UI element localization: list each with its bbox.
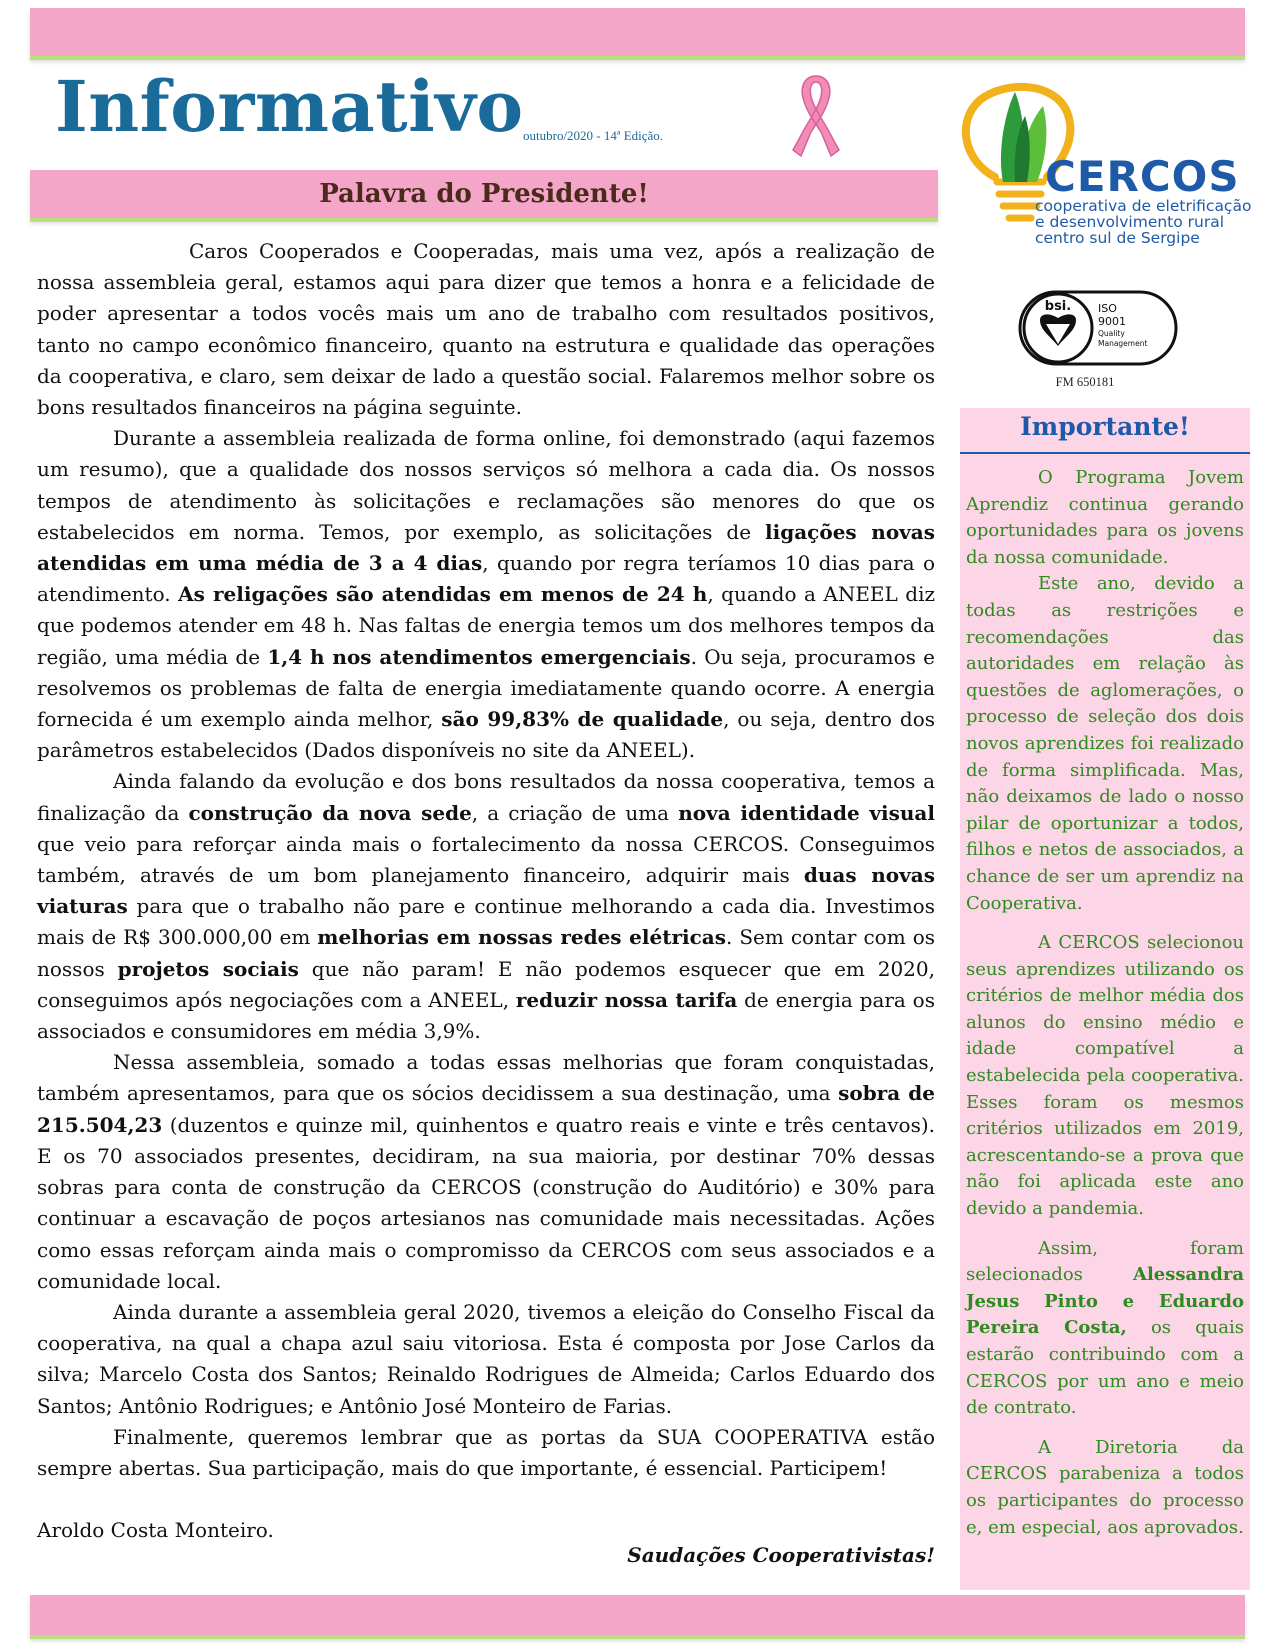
logo-name: CERCOS — [1045, 152, 1240, 201]
sidebar-divider — [960, 452, 1250, 454]
article-paragraph: Ainda durante a assembleia geral 2020, tivemos a eleição do Conselho Fiscal da cooperativa, na qual a chapa azul saiu vitoriosa. Esta é composta por Jose Carlos da silva; Marcelo Costa dos Santos; Reinaldo Rodrigues de Almeida; Carlos Eduardo dos Santos; Antônio Rodrigues; e Antônio José Monteiro de Farias. — [37, 1299, 935, 1418]
sidebar-paragraph: O Programa Jovem Aprendiz continua gerando oportunidades para os jovens da nossa comunidade. — [966, 467, 1244, 568]
section-header — [30, 170, 938, 218]
article-paragraph: Finalmente, queremos lembrar que as portas da SUA COOPERATIVA estão sempre abertas. Sua participação, mais do que importante, é essencial. Participem! — [37, 1424, 935, 1480]
bottom-decorative-bar — [30, 1595, 1245, 1635]
sidebar-title: Importante! — [1020, 412, 1190, 441]
logo-subtitle-line: cooperativa de eletrificação — [1035, 197, 1252, 215]
section-title: Palavra do Presidente! — [319, 179, 649, 209]
article-paragraph: Caros Cooperados e Cooperadas, mais uma vez, após a realização de nossa assembleia geral, estamos aqui para dizer que temos a honra e a felicidade de poder apresentar a todos vocês mais um ano de trabalho com resultados positivos, tanto no campo econômico financeiro, quanto na estrutura e qualidade das operações da cooperativa, e claro, sem deixar de lado a questão social. Falaremos melhor sobre os bons resultados financeiros na página seguinte. — [37, 239, 935, 420]
logo-subtitle-line: centro sul de Sergipe — [1035, 229, 1200, 247]
iso-quality-text: Quality — [1098, 329, 1125, 338]
iso-text: ISO — [1098, 302, 1117, 315]
logo-subtitle-line: e desenvolvimento rural — [1035, 213, 1225, 231]
edition-label: outubro/2020 - 14ª Edição. — [523, 128, 664, 143]
article-paragraph: Ainda falando da evolução e dos bons resultados da nossa cooperativa, temos a finalização da construção da nova sede, a criação de uma nova identidade visual que veio para reforçar ainda mais o fortalecimento da nossa CERCOS. Conseguimos também, através de um bom planejamento financeiro, adquirir mais duas novas viaturas para que o trabalho não pare e continue melhorando a cada dia. Investimos mais de R$ 300.000,00 em melhorias em nossas redes elétricas. Sem contar com os nossos projetos sociais que não param! E não podemos esquecer que em 2020, conseguimos após negociações com a ANEEL, reduzir nossa tarifa de energia para os associados e consumidores em média 3,9%. — [37, 769, 935, 1044]
sidebar-paragraph: A Diretoria da CERCOS parabeniza a todos os participantes do processo e, em especial, aos aprovados. — [966, 1436, 1244, 1538]
sidebar-content — [966, 465, 1244, 1541]
iso-management-text: Management — [1098, 339, 1148, 348]
iso-number-text: 9001 — [1098, 315, 1126, 328]
bsi-brand-text: bsi. — [1044, 299, 1072, 314]
sidebar-paragraph: Assim, foram selecionados Alessandra Jesus Pinto e Eduardo Pereira Costa, os quais estarão contribuindo com a CERCOS por um ano e meio de contrato. — [966, 1237, 1244, 1419]
president-article — [37, 236, 935, 1546]
article-paragraph: Nessa assembleia, somado a todas essas melhorias que foram conquistadas, também apresentamos, para que os sócios decidissem a sua destinação, uma sobra de 215.504,23 (duzentos e quinze mil, quinhentos e quatro reais e vinte e três centavos). E os 70 associados presentes, decidiram, na sua maioria, por destinar 70% dessas sobras para conta de construção da CERCOS (construção do Auditório) e 30% para continuar a escavação de poços artesianos nas comunidade mais necessitadas. Ações como essas reforçam ainda mais o compromisso da CERCOS com seus associados e a comunidade local. — [37, 1050, 935, 1293]
article-signature: Aroldo Costa Monteiro. — [37, 1518, 274, 1543]
closing-greeting: Saudações Cooperativistas! — [627, 1543, 935, 1567]
certification-code: FM 650181 — [1055, 375, 1115, 389]
sidebar-paragraph: Este ano, devido a todas as restrições e recomendações das autoridades em relação às questões de aglomerações, o processo de seleção dos dois novos aprendizes foi realizado de forma simplificada. Mas, não deixamos de lado o nosso pilar de oportunizar a todos, filhos e netos de associados, a chance de ser um aprendiz na Cooperativa. — [966, 573, 1244, 914]
pink-ribbon-icon — [787, 72, 845, 162]
top-decorative-bar — [30, 8, 1245, 56]
newsletter-title: Informativo — [55, 65, 524, 148]
logo-subtitle — [1035, 198, 1260, 246]
sidebar-paragraph: A CERCOS selecionou seus aprendizes utilizando os critérios de melhor média dos alunos do ensino médio e idade compatível a estabelecida pela cooperativa. Esses foram os mesmos critérios utilizados em 2019, acrescentando-se a prova que não foi aplicada este ano devido a pandemia. — [966, 932, 1244, 1220]
article-paragraph: Durante a assembleia realizada de forma online, foi demonstrado (aqui fazemos um resumo), que a qualidade dos nossos serviços só melhora a cada dia. Os nossos tempos de atendimento às solicitações e reclamações são menores do que os estabelecidos em norma. Temos, por exemplo, as solicitações de ligações novas atendidas em uma média de 3 a 4 dias, quando por regra teríamos 10 dias para o atendimento. As religações são atendidas em menos de 24 h, quando a ANEEL diz que podemos atender em 48 h. Nas faltas de energia temos um dos melhores tempos da região, uma média de 1,4 h nos atendimentos emergenciais. Ou seja, procuramos e resolvemos os problemas de falta de energia imediatamente quando ocorre. A energia fornecida é um exemplo ainda melhor, são 99,83% de qualidade, ou seja, dentro dos parâmetros estabelecidos (Dados disponíveis no site da ANEEL). — [37, 426, 936, 763]
iso-certification-badge-icon — [1018, 288, 1180, 368]
